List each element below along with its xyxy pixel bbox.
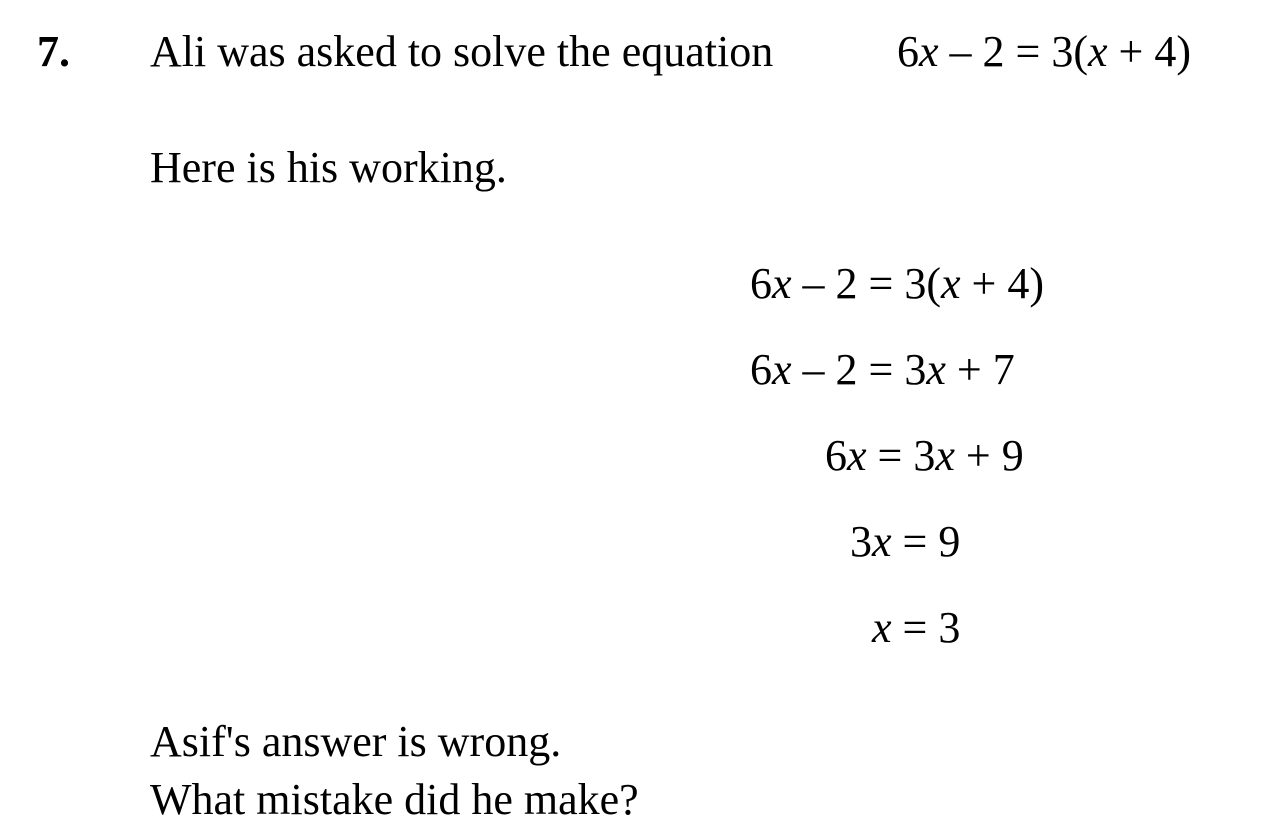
working-step-4	[850, 517, 961, 566]
working-step-1	[750, 259, 1044, 308]
variable-x: x	[919, 27, 939, 76]
closing-question: What mistake did he make?	[150, 775, 639, 824]
equation-part: 3	[850, 517, 872, 566]
variable-x: x	[772, 259, 792, 308]
question-equation	[897, 27, 1191, 76]
variable-x: x	[772, 345, 792, 394]
question-number: 7.	[37, 27, 70, 76]
variable-x: x	[872, 603, 892, 652]
equation-part: = 3	[866, 431, 936, 480]
equation-part: – 2 = 3(	[938, 27, 1088, 76]
equation-part: 6	[750, 345, 772, 394]
variable-x: x	[872, 517, 892, 566]
variable-x: x	[847, 431, 867, 480]
equation-part: + 7	[945, 345, 1015, 394]
equation-part: 6	[825, 431, 847, 480]
equation-part: = 3	[891, 603, 961, 652]
equation-part: – 2 = 3	[791, 345, 927, 394]
equation-part: 6	[750, 259, 772, 308]
equation-part: + 4)	[1107, 27, 1191, 76]
equation-part: – 2 = 3(	[791, 259, 941, 308]
question-intro-text: Ali was asked to solve the equation	[150, 27, 774, 76]
working-lead-text: Here is his working.	[150, 143, 507, 192]
equation-part: = 9	[891, 517, 961, 566]
closing-statement: Asif's answer is wrong.	[150, 717, 562, 766]
variable-x: x	[941, 259, 961, 308]
variable-x: x	[935, 431, 955, 480]
equation-part: + 4)	[960, 259, 1044, 308]
equation-part: + 9	[954, 431, 1024, 480]
variable-x: x	[1088, 27, 1108, 76]
variable-x: x	[926, 345, 946, 394]
working-step-5	[872, 603, 961, 652]
working-step-3	[825, 431, 1024, 480]
equation-part: 6	[897, 27, 919, 76]
working-step-2	[750, 345, 1015, 394]
